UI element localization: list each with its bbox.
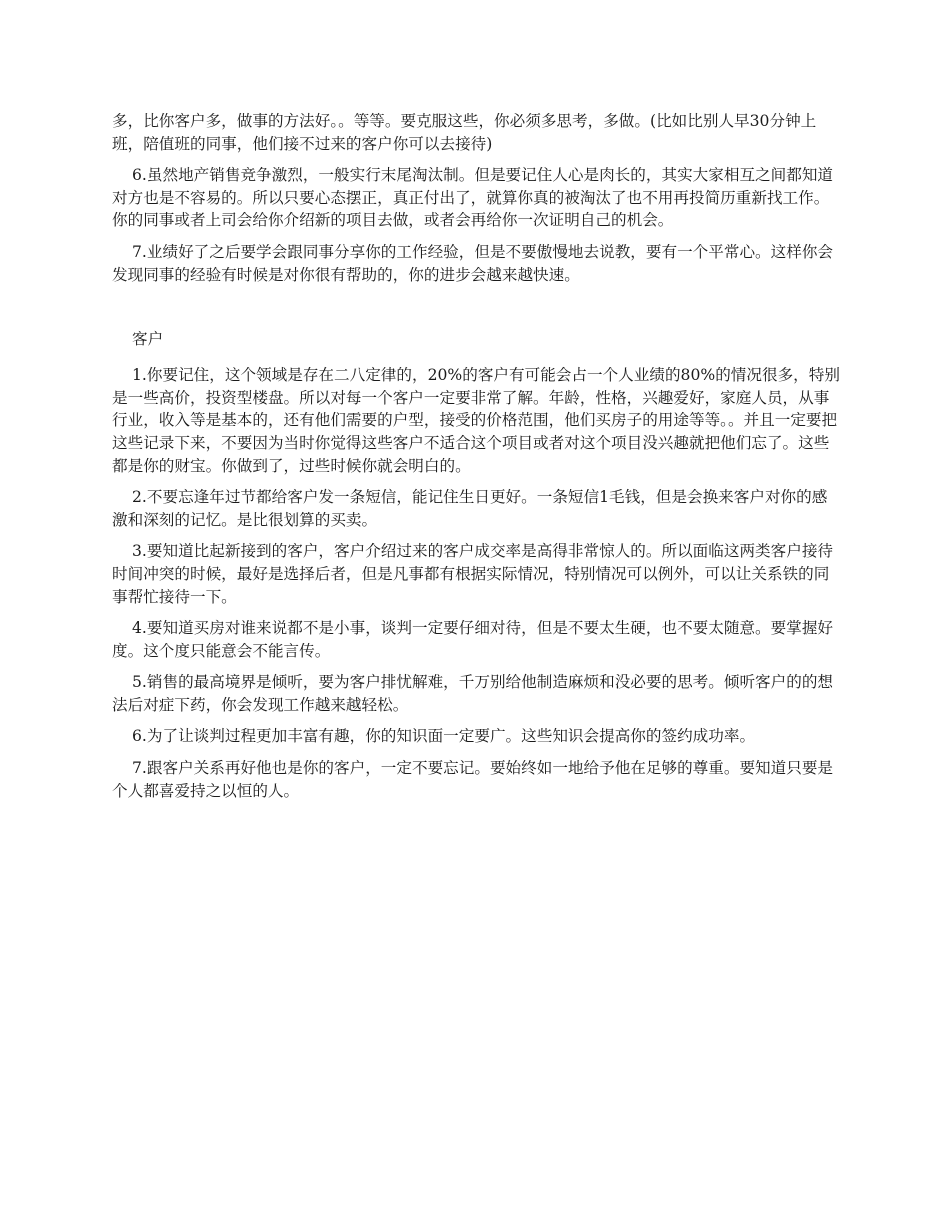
customer-item-7: 7.跟客户关系再好他也是你的客户，一定不要忘记。要始终如一地给予他在足够的尊重。要知道只要是个人都喜爱持之以恒的人。 [112, 759, 834, 800]
customer-item-4: 4.要知道买房对谁来说都不是小事，谈判一定要仔细对待，但是不要太生硬，也不要太随意。要掌握好度。这个度只能意会不能言传。 [112, 619, 834, 660]
continuation-paragraph: 多，比你客户多，做事的方法好。。等等。要克服这些，你必须多思考，多做。(比如比别人早30分钟上班，陪值班的同事，他们接不过来的客户你可以去接待) [112, 112, 817, 153]
customer-item-2: 2.不要忘逢年过节都给客户发一条短信，能记住生日更好。一条短信1毛钱，但是会换来客户对你的感激和深刻的记忆。是比很划算的买卖。 [112, 488, 828, 529]
colleague-item-6: 6.虽然地产销售竞争激烈，一般实行末尾淘汰制。但是要记住人心是肉长的，其实大家相互之间都知道对方也是不容易的。所以只要心态摆正，真正付出了，就算你真的被淘汰了也不用再投简历重新找工作。你的同事或者上司会给你介绍新的项目去做，或者会再给你一次证明自己的机会。 [112, 166, 834, 230]
customer-item-3: 3.要知道比起新接到的客户，客户介绍过来的客户成交率是高得非常惊人的。所以面临这两类客户接待时间冲突的时候，最好是选择后者，但是凡事都有根据实际情况，特别情况可以例外，可以让关系铁的同事帮忙接待一下。 [112, 542, 834, 606]
customer-item-6: 6.为了让谈判过程更加丰富有趣，你的知识面一定要广。这些知识会提高你的签约成功率。 [132, 727, 756, 746]
colleague-item-7: 7.业绩好了之后要学会跟同事分享你的工作经验，但是不要傲慢地去说教，要有一个平常心。这样你会发现同事的经验有时候是对你很有帮助的，你的进步会越来越快速。 [112, 242, 834, 284]
section-heading-customers: 客户 [132, 330, 164, 349]
document-page [112, 110, 840, 811]
customer-item-5: 5.销售的最高境界是倾听，要为客户排忧解难，千万别给他制造麻烦和没必要的思考。倾听客户的的想法后对症下药，你会发现工作越来越轻松。 [112, 673, 834, 714]
customer-item-1: 1.你要记住，这个领域是存在二八定律的，20%的客户有可能会占一个人业绩的80%的情况很多，特别是一些高价，投资型楼盘。所以对每一个客户一定要非常了解。年龄，性格，兴趣爱好，家庭人员，从事行业，收入等是基本的，还有他们需要的户型，接受的价格范围，他们买房子的用途等等。。并且一定要把这些记录下来，不要因为当时你觉得这些客户不适合这个项目或者对这个项目没兴趣就把他们忘了。这些都是你的财宝。你做到了，过些时候你就会明白的。 [112, 366, 840, 475]
